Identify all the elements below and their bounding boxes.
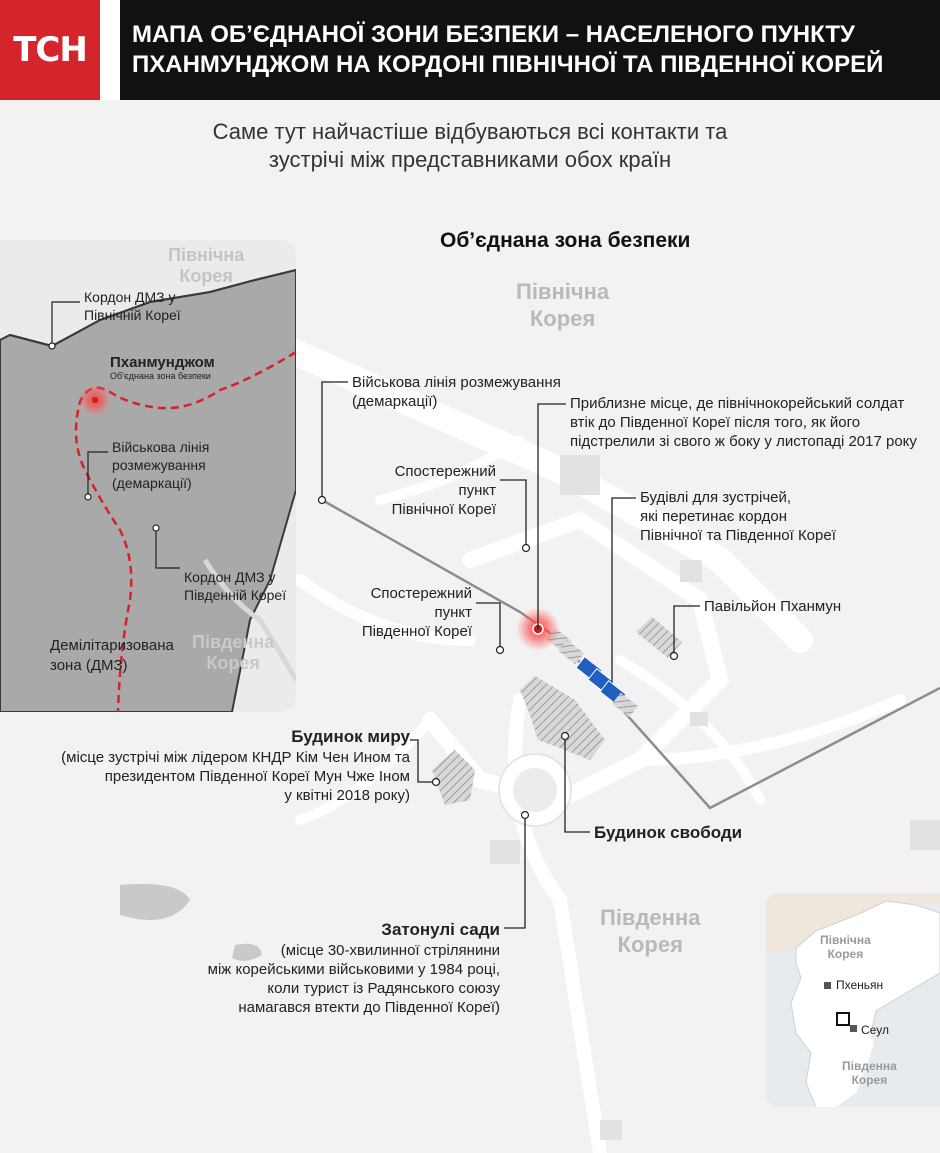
sk-post-line1: Спостережний пункт (370, 585, 472, 621)
korea-locator-map (766, 893, 940, 1107)
inset-north-korea (168, 245, 244, 287)
main-north-line2: Корея (529, 306, 596, 331)
inset-jsa-name: Пханмунджом (110, 354, 215, 371)
main-south-korea-label (600, 904, 700, 958)
roundabout-inner (513, 768, 557, 812)
inset-dmz-line1: Демілітаризована (50, 637, 174, 654)
peace-title: Будинок миру (291, 727, 410, 746)
subtitle (120, 118, 820, 174)
inset-sk-border-label (184, 568, 286, 604)
freedom-house-building (520, 676, 605, 760)
mdl-line1: Військова лінія розмежування (352, 374, 561, 391)
title-line-2: ПХАНМУНДЖОМ НА КОРДОНІ ПІВНІЧНОЇ ТА ПІВДЕННОЇ КОРЕЙ (132, 51, 884, 78)
gardens-line4: намагався втекти до Південної Кореї) (238, 999, 500, 1016)
inset-nk-border-label (84, 288, 181, 324)
gardens-line1: (місце 30-хвилинної стрілянини (280, 942, 500, 959)
inset-jsa-label (110, 354, 215, 382)
mdl-callout (352, 373, 561, 411)
defector-line3: підстрелили зі свого ж боку у листопаді 2017 року (570, 433, 917, 450)
inset-mdl-line3: (демаркації) (112, 475, 192, 491)
inset-jsa-sub: Об’єднана зона безпеки (110, 371, 211, 381)
peace-house-callout (60, 726, 410, 805)
gardens-line2: між корейськими військовими у 1984 році, (207, 961, 500, 978)
pavilion-callout: Павільйон Пханмун (704, 598, 842, 615)
meeting-line3: Північної та Південної Кореї (640, 527, 836, 544)
meeting-line1: Будівлі для зустрічей, (640, 489, 792, 506)
mdl-line2: (демаркації) (352, 393, 438, 410)
meeting-buildings-callout (640, 488, 836, 545)
inset-nk-border-line1: Кордон ДМЗ у (84, 289, 176, 305)
mini-pyongyang: Пхеньян (836, 978, 884, 992)
mini-north-line2: Корея (827, 947, 864, 961)
header (0, 0, 940, 100)
main-south-line2: Корея (617, 932, 683, 957)
defector-line1: Приблизне місце, де північнокорейський солдат (570, 395, 905, 412)
nk-post-callout (356, 462, 496, 519)
sk-post-callout (330, 584, 472, 641)
pond (120, 884, 190, 920)
sk-post-line2: Південної Кореї (361, 623, 472, 640)
inset-south-korea (192, 632, 274, 674)
mini-south-line1: Південна (842, 1059, 897, 1073)
inset-mdl-line1: Військова лінія (112, 439, 210, 455)
meeting-line2: які перетинає кордон (640, 508, 787, 525)
peace-line3: у квітні 2018 року) (284, 787, 410, 804)
subtitle-line-2: зустрічі між представниками обох країн (268, 147, 672, 172)
mini-north-korea (820, 933, 871, 961)
page-title (120, 0, 940, 100)
inset-nk-border-line2: Північній Кореї (84, 307, 181, 323)
inset-dmz-label (50, 636, 174, 676)
defector-line2: втік до Південної Кореї після того, як його (570, 414, 861, 431)
peace-line2: президентом Південної Кореї Мун Чже Іном (104, 768, 410, 785)
main-north-korea-label (516, 278, 609, 332)
mini-south-korea (842, 1059, 897, 1087)
mini-south-line2: Корея (851, 1073, 888, 1087)
inset-sk-border-line1: Кордон ДМЗ у (184, 569, 276, 585)
inset-mdl-line2: розмежування (112, 457, 206, 473)
map-title: Об’єднана зона безпеки (440, 229, 691, 252)
gardens-callout (200, 919, 500, 1017)
nk-post-line2: Північної Кореї (391, 501, 496, 518)
peace-line1: (місце зустрічі між лідером КНДР Кім Чен Ином та (61, 749, 410, 766)
inset-mdl-label (112, 438, 209, 492)
inset-north-line2: Корея (179, 266, 233, 286)
inset-dmz-line2: зона (ДМЗ) (50, 657, 128, 674)
jsa-dot-inset (92, 397, 98, 403)
dmz-inset-map (0, 240, 296, 712)
nk-post-line1: Спостережний пункт (394, 463, 496, 499)
mini-north-line1: Північна (820, 933, 871, 947)
main-south-line1: Південна (600, 905, 701, 930)
inset-north-line1: Північна (168, 245, 245, 265)
gardens-title: Затонулі сади (381, 920, 500, 939)
tsn-logo: ТСН (0, 0, 100, 100)
inset-sk-border-line2: Південній Кореї (184, 587, 287, 603)
pyongyang-marker (824, 982, 831, 989)
inset-south-line2: Корея (206, 653, 260, 673)
defector-callout (570, 394, 917, 451)
mini-seoul: Сеул (861, 1023, 889, 1037)
freedom-house-callout: Будинок свободи (594, 823, 743, 842)
seoul-marker (850, 1025, 857, 1032)
title-line-1: МАПА ОБ’ЄДНАНОЇ ЗОНИ БЕЗПЕКИ – НАСЕЛЕНОГО ПУНКТУ (132, 21, 855, 48)
pavilion-building (636, 617, 682, 658)
subtitle-line-1: Саме тут найчастіше відбуваються всі контакти та (212, 119, 728, 144)
gardens-line3: коли турист із Радянського союзу (267, 980, 500, 997)
inset-south-line1: Південна (192, 632, 275, 652)
main-north-line1: Північна (516, 279, 610, 304)
